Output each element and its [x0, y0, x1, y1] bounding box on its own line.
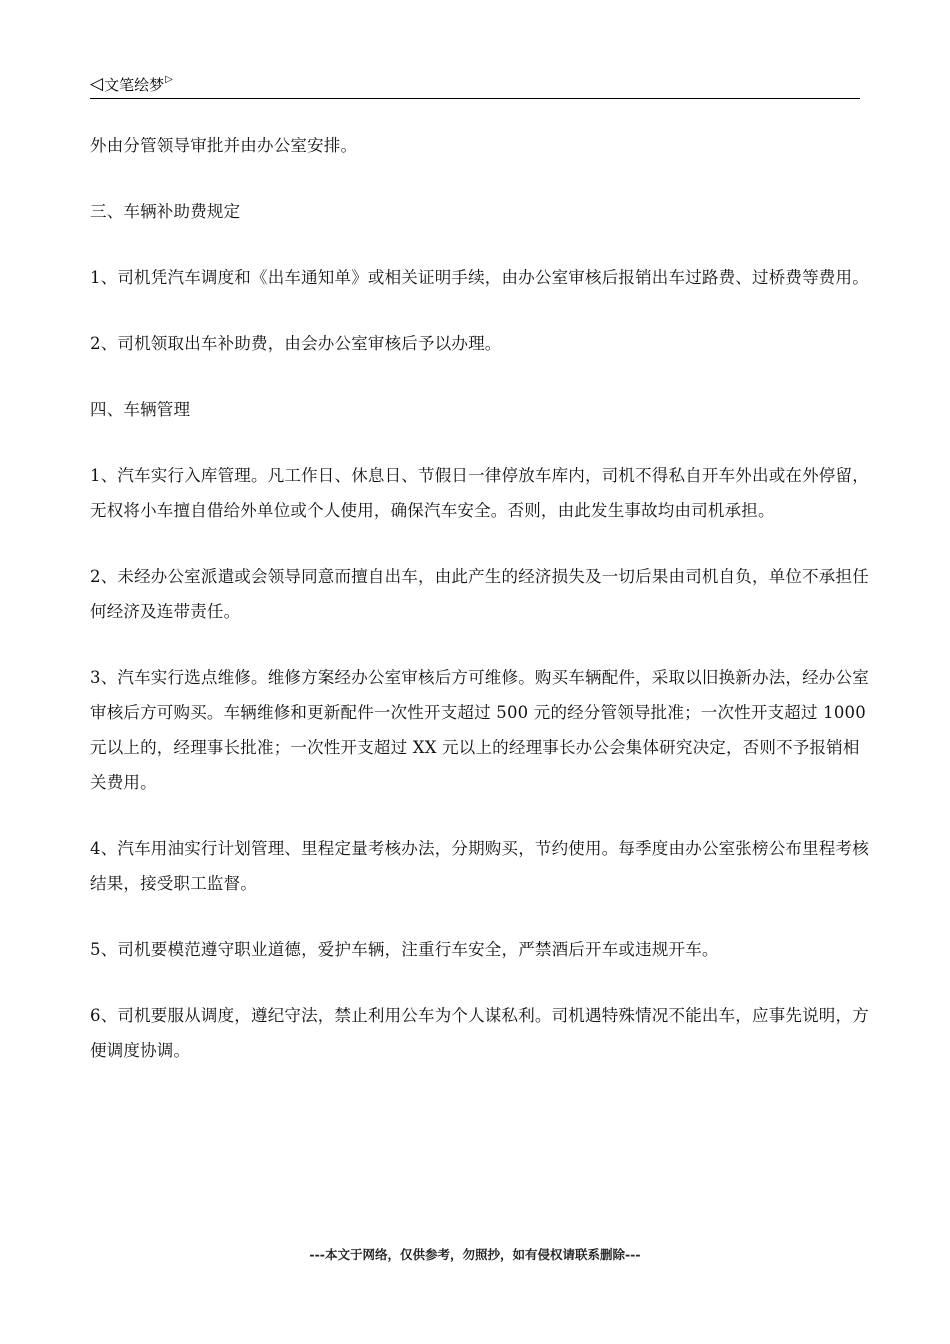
left-triangle-icon: ◁	[90, 74, 104, 94]
page-header	[90, 72, 860, 99]
header-brand-text: 文笔绘梦	[104, 76, 165, 94]
header-brand	[90, 74, 173, 95]
paragraph: 4、汽车用油实行计划管理、里程定量考核办法，分期购买，节约使用。每季度由办公室张榜公布里程考核结果，接受职工监督。	[90, 839, 869, 893]
paragraph: 1、汽车实行入库管理。凡工作日、休息日、节假日一律停放车库内，司机不得私自开车外出或在外停留，无权将小车擅自借给外单位或个人使用，确保汽车安全。否则，由此发生事故均由司机承担。	[90, 466, 869, 520]
right-triangle-icon: ▷	[165, 73, 173, 85]
paragraph: 2、司机领取出车补助费，由会办公室审核后予以办理。	[90, 334, 502, 353]
footer-notice: ---本文于网络，仅供参考，勿照抄，如有侵权请联系删除---	[309, 1247, 641, 1262]
paragraph: 1、司机凭汽车调度和《出车通知单》或相关证明手续，由办公室审核后报销出车过路费、过桥费等费用。	[90, 268, 869, 287]
paragraph: 6、司机要服从调度，遵纪守法，禁止利用公车为个人谋私利。司机遇特殊情况不能出车，应事先说明，方便调度协调。	[90, 1006, 869, 1060]
document-body	[90, 128, 870, 1099]
paragraph: 外由分管领导审批并由办公室安排。	[90, 136, 358, 155]
paragraph: 5、司机要模范遵守职业道德，爱护车辆，注重行车安全，严禁酒后开车或违规开车。	[90, 940, 719, 959]
paragraph: 2、未经办公室派遣或会领导同意而擅自出车，由此产生的经济损失及一切后果由司机自负，单位不承担任何经济及连带责任。	[90, 567, 869, 621]
section-heading: 四、车辆管理	[90, 400, 191, 419]
section-heading: 三、车辆补助费规定	[90, 202, 241, 221]
paragraph: 3、汽车实行选点维修。维修方案经办公室审核后方可维修。购买车辆配件，采取以旧换新办法，经办公室审核后方可购买。车辆维修和更新配件一次性开支超过 500 元的经分管领导批准；一次性开支超过 1000 元以上的，经理事长批准；一次性开支超过 XX 元以上的经理事长办公会集体研究决定，否则不予报销相关费用。	[90, 668, 869, 792]
